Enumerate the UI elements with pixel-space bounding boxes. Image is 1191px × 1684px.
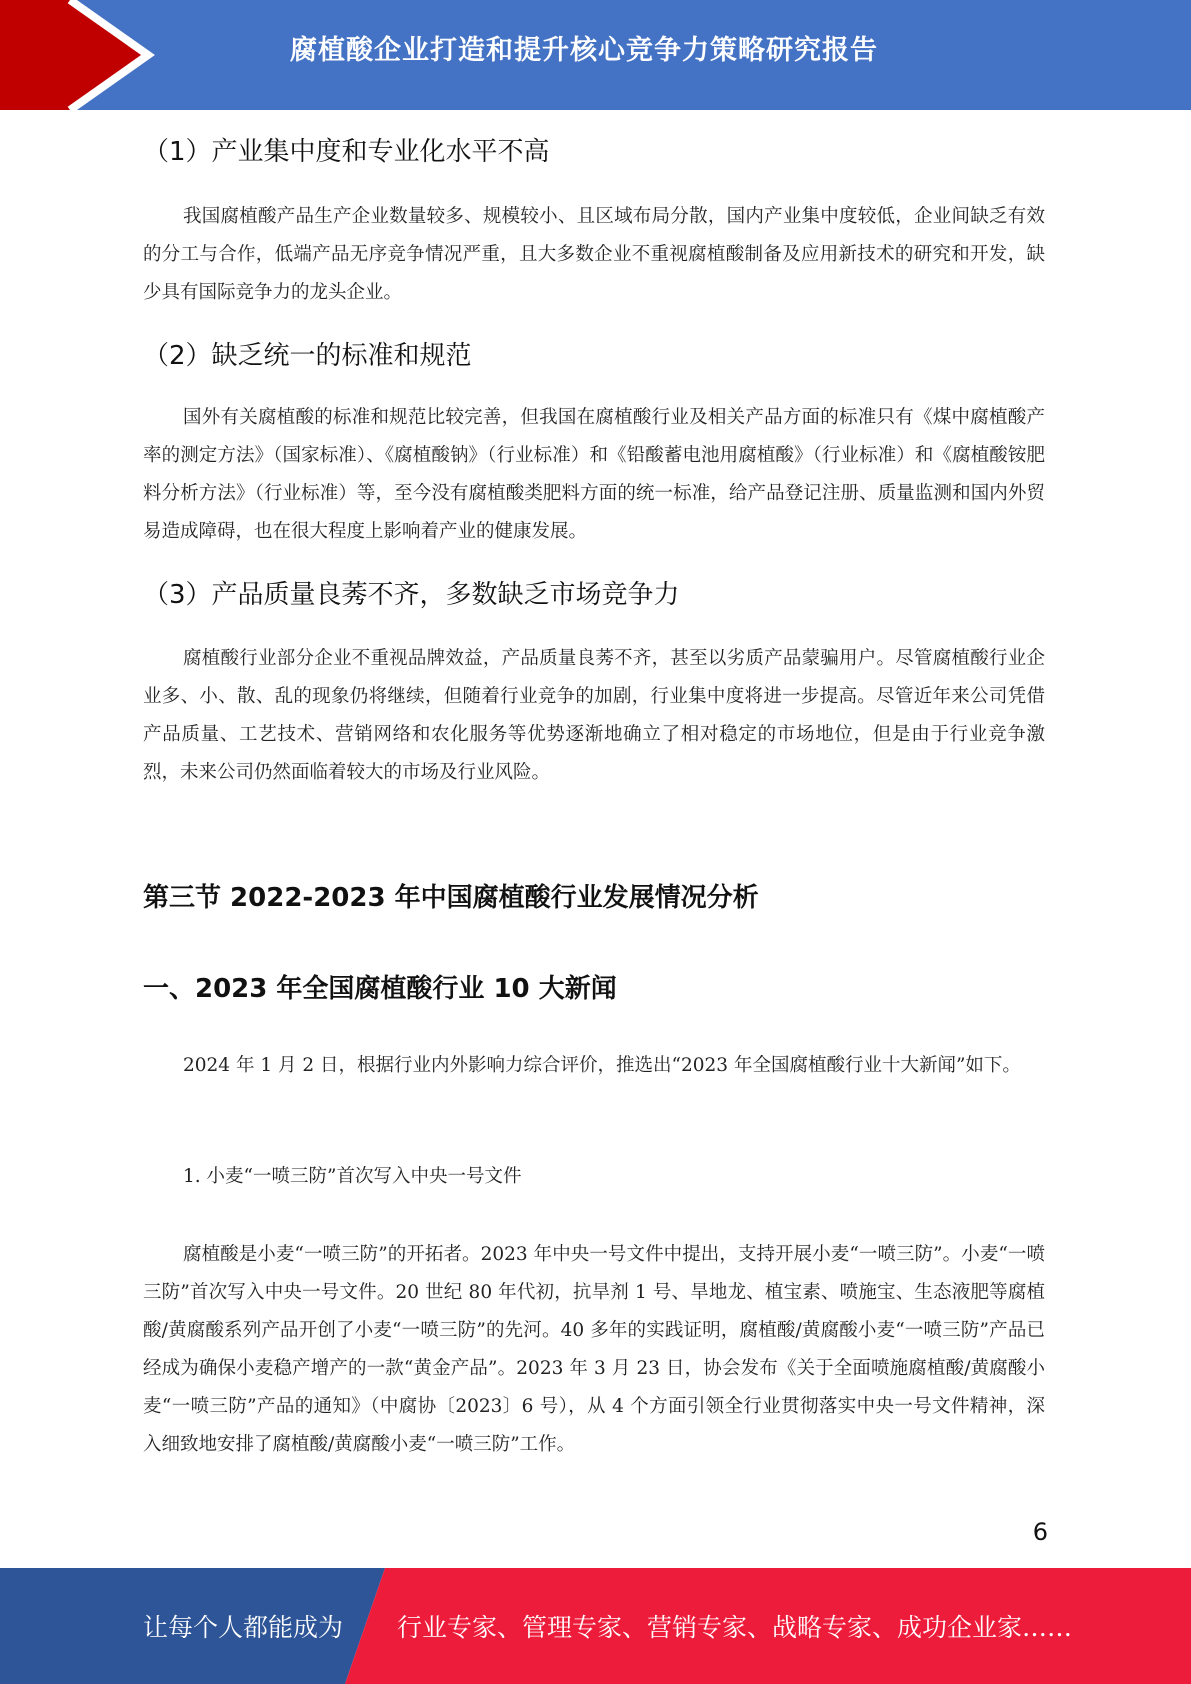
news-item-1-title: 1. 小麦“一喷三防”首次写入中央一号文件 [183, 1166, 522, 1187]
subsection-1-body: 我国腐植酸产品生产企业数量较多、规模较小、且区域布局分散，国内产业集中度较低，企业间缺乏有效的分工与合作，低端产品无序竞争情况严重，且大多数企业不重视腐植酸制备及应用新技术的研究和开发，缺少具有国际竞争力的龙头企业。 [143, 206, 1045, 303]
subsection-2-body: 国外有关腐植酸的标准和规范比较完善，但我国在腐植酸行业及相关产品方面的标准只有《煤中腐植酸产率的测定方法》（国家标准）、《腐植酸钠》（行业标准）和《铅酸蓄电池用腐植酸》（行业标准）和《腐植酸铵肥料分析方法》（行业标准）等，至今没有腐植酸类肥料方面的统一标准，给产品登记注册、质量监测和国内外贸易造成障碍，也在很大程度上影响着产业的健康发展。 [143, 407, 1045, 542]
footer-slogan-left: 让每个人都能成为 [143, 1613, 344, 1642]
header-banner [0, 0, 1191, 110]
news-item-1-body: 腐植酸是小麦“一喷三防”的开拓者。2023 年中央一号文件中提出，支持开展小麦“一喷三防”。小麦“一喷三防”首次写入中央一号文件。20 世纪 80 年代初，抗旱剂 1 号、旱地龙、植宝素、喷施宝、生态液肥等腐植酸/黄腐酸系列产品开创了小麦“一喷三防”的先河。40 多年的实践证明，腐植酸/黄腐酸小麦“一喷三防”产品已经成为确保小麦稳产增产的一款“黄金产品”。2023 年 3 月 23 日，协会发布《关于全面喷施腐植酸/黄腐酸小麦“一喷三防”产品的通知》（中腐协〔2023〕6 号），从 4 个方面引领全行业贯彻落实中央一号文件精神，深入细致地安排了腐植酸/黄腐酸小麦“一喷三防”工作。 [143, 1244, 1045, 1455]
news-intro: 2024 年 1 月 2 日，根据行业内外影响力综合评价，推选出“2023 年全国腐植酸行业十大新闻”如下。 [183, 1055, 1021, 1076]
section-3-title: 第三节 2022-2023 年中国腐植酸行业发展情况分析 [143, 883, 759, 913]
subsection-1-title: （1）产业集中度和专业化水平不高 [143, 137, 550, 167]
subsection-3-body: 腐植酸行业部分企业不重视品牌效益，产品质量良莠不齐，甚至以劣质产品蒙骗用户。尽管腐植酸行业企业多、小、散、乱的现象仍将继续，但随着行业竞争的加剧，行业集中度将进一步提高。尽管近年来公司凭借产品质量、工艺技术、营销网络和农化服务等优势逐渐地确立了相对稳定的市场地位，但是由于行业竞争激烈，未来公司仍然面临着较大的市场及行业风险。 [143, 648, 1045, 783]
footer-slogan-right: 行业专家、管理专家、营销专家、战略专家、成功企业家…… [397, 1613, 1073, 1642]
page-number: 6 [1032, 1518, 1048, 1546]
subsection-3-title: （3）产品质量良莠不齐，多数缺乏市场竞争力 [143, 580, 680, 610]
news-heading: 一、2023 年全国腐植酸行业 10 大新闻 [143, 974, 617, 1004]
subsection-2-title: （2）缺乏统一的标准和规范 [143, 341, 472, 371]
report-title: 腐植酸企业打造和提升核心竞争力策略研究报告 [290, 35, 878, 66]
footer-banner [0, 1568, 1191, 1684]
